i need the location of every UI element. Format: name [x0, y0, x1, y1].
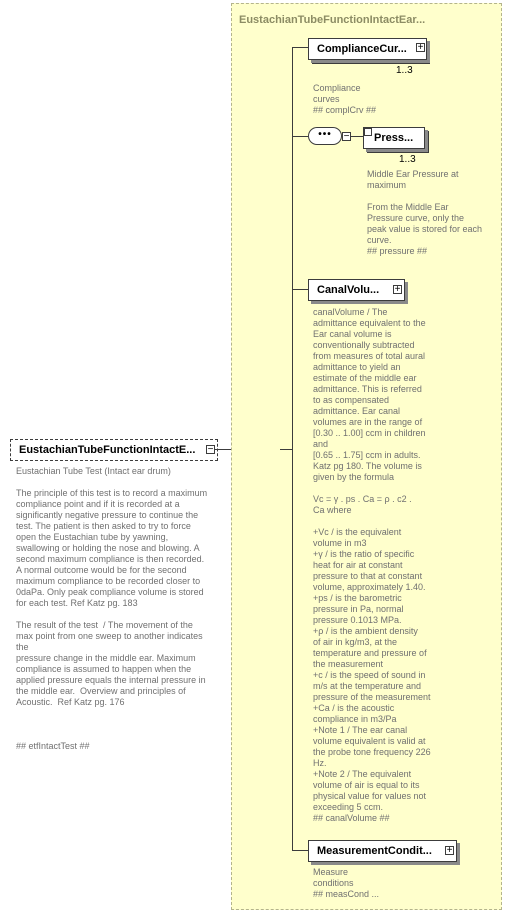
compliance-multiplicity: 1..3 [396, 65, 413, 76]
branch-line [292, 850, 308, 851]
root-element-label: EustachianTubeFunctionIntactE... [19, 444, 196, 456]
branch-line [292, 47, 308, 48]
measurement-conditions-element-label: MeasurementCondit... [317, 845, 432, 857]
measurement-conditions-element[interactable] [308, 840, 457, 862]
compliance-expand-icon[interactable]: + [417, 42, 424, 53]
pressure-element-label: Press... [374, 132, 414, 144]
compliance-element[interactable] [308, 38, 427, 60]
measurement-conditions-expand-icon[interactable]: + [446, 845, 453, 856]
root-documentation: Eustachian Tube Test (Intact ear drum) The principle of this test is to record a maximum compliance point and if it is recorded at a significantly negative pressure to continue the test. The patient is then asked to try to force open the Eustachian tube by yawning, swallowing or holding the nose and blowing. A second maximum compliance is then recorded. A normal outcome would be for the second maximum compliance to be recorded closer to 0daPa. Only peak compliance volume is stored for each test. Ref Katz pg. 183 The result of the test / The movement of the max point from one sweep to another indicates the pressure change in the middle ear. Maximum compliance is assumed to happen when the applied pressure equals the internal pressure in the middle ear. Overview and principles of Acoustic. Ref Katz pg. 176 ## etfIntactTest ## [16, 466, 208, 751]
root-expand-icon[interactable]: − [207, 444, 214, 455]
canal-volume-expand-icon[interactable]: + [394, 284, 401, 295]
pressure-multiplicity: 1..3 [399, 154, 416, 165]
canal-volume-element-label: CanalVolu... [317, 284, 380, 296]
pressure-element[interactable] [363, 127, 425, 149]
type-panel-title: EustachianTubeFunctionIntactEar... [239, 14, 426, 26]
measurement-conditions-documentation: Measure conditions ## measCond ... [313, 867, 380, 899]
pressure-doc-icon [364, 128, 372, 136]
canal-volume-element[interactable] [308, 279, 405, 301]
branch-line [292, 289, 308, 290]
inner-sequence-collapse-icon[interactable]: − [343, 131, 350, 142]
canal-volume-documentation: canalVolume / The admittance equivalent to the Ear canal volume is conventionally subtracted from measures of total aural admittance to yield an estimate of the middle ear admittance. This is referred to as compensated admittance. Ear canal volumes are in the range of [0.30 .. 1.00] ccm in children and [0.65 .. 1.75] ccm in adults. Katz pg 180. The volume is given by the formula Vc = γ . ps . Ca = ρ . c2 . Ca where +Vc / is the equivalent volume in m3 +γ / is the ratio of specific heat for air at constant pressure to that at constant volume, approximately 1.40. +ps / is the barometric pressure in Pa, normal pressure 0.1013 MPa. +ρ / is the ambient density of air in kg/m3, at the temperature and pressure of the measurement +c / is the speed of sound in m/s at the temperature and pressure of the measurement +Ca / is the acoustic compliance in m3/Pa +Note 1 / The ear canal volume equivalent is valid at the probe tone frequency 226 Hz. +Note 2 / The equivalent volume of air is equal to its physical value for values not exceeding 5 ccm. ## canalVolume ## [313, 307, 431, 823]
inner-sequence-icon[interactable]: ••• [308, 127, 342, 145]
compliance-documentation: Compliance curves ## complCrv ## [313, 83, 377, 115]
connector-line [351, 136, 363, 137]
root-element[interactable] [10, 439, 218, 461]
compliance-element-label: ComplianceCur... [317, 43, 407, 55]
branch-bus-line [292, 47, 293, 850]
branch-line [292, 136, 308, 137]
pressure-documentation: Middle Ear Pressure at maximum From the Middle Ear Pressure curve, only the peak value is stored for each curve. ## pressure ## [367, 169, 483, 256]
